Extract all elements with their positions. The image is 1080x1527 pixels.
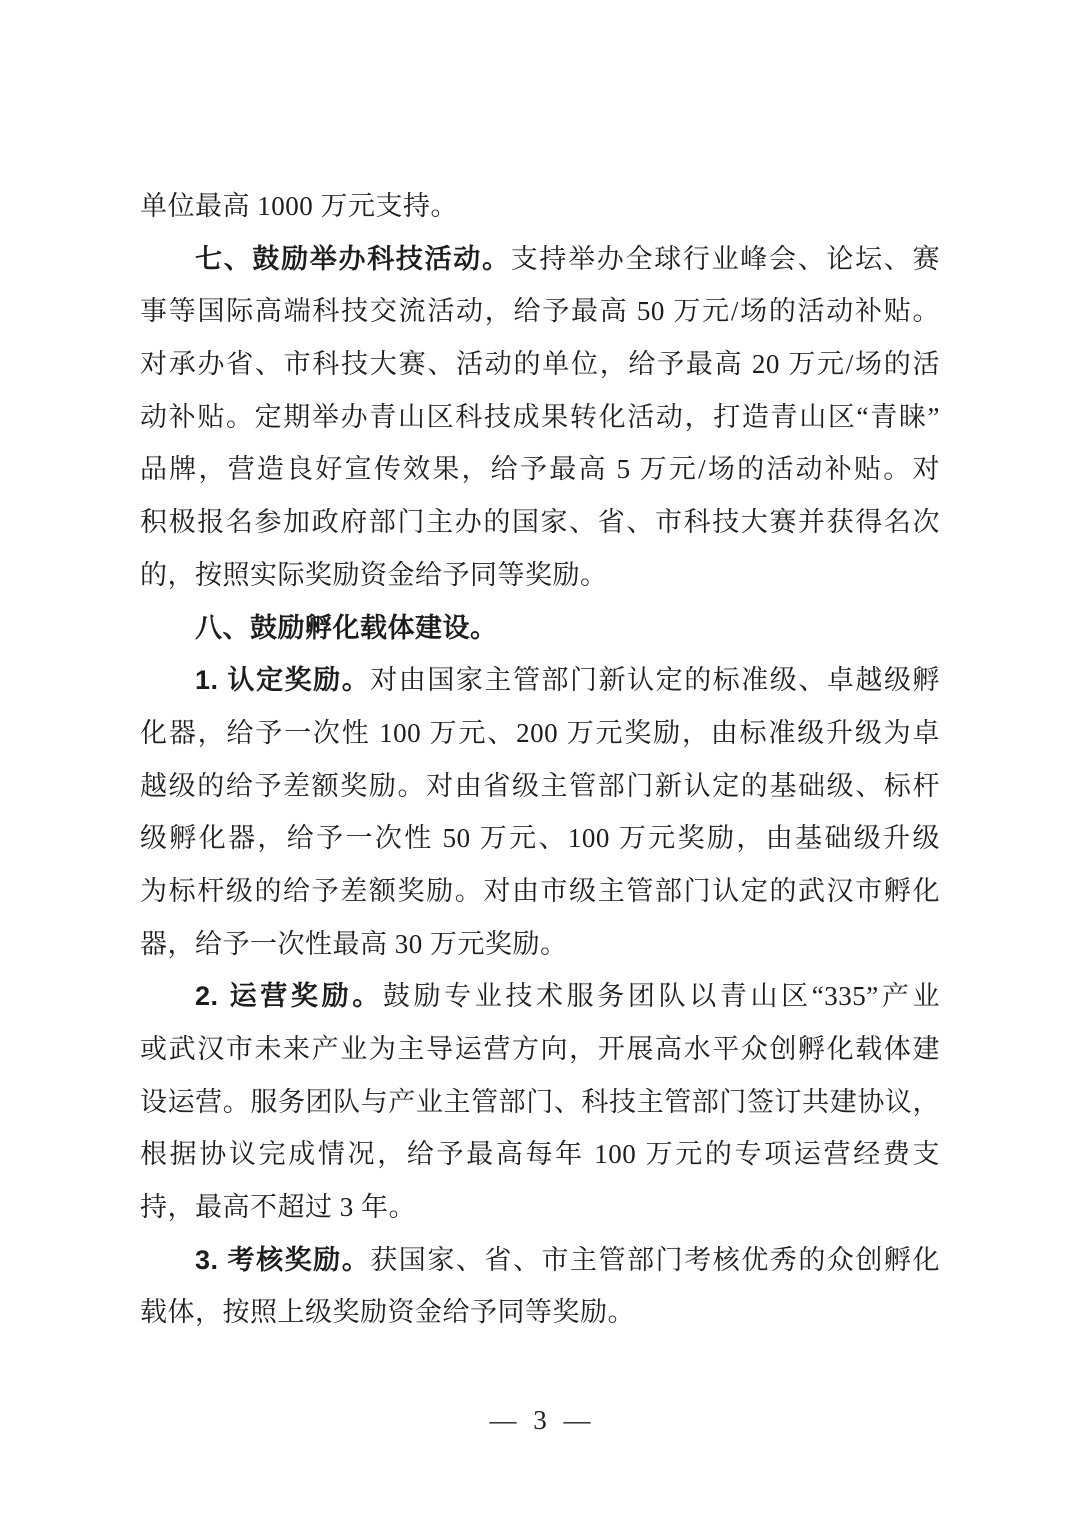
text-line — [140, 602, 940, 655]
body-text-segment: 动补贴。定期举办青山区科技成果转化活动，打造青山区“青睐” — [140, 401, 940, 432]
text-line — [140, 496, 940, 549]
body-text-segment: 为标杆级的给予差额奖励。对由市级主管部门认定的武汉市孵化 — [140, 875, 940, 906]
text-line — [140, 1286, 940, 1339]
heading-segment: 七、鼓励举办科技活动。 — [195, 243, 511, 274]
body-text-segment: 载体，按照上级奖励资金给予同等奖励。 — [140, 1297, 635, 1328]
text-line — [140, 1234, 940, 1287]
text-line — [140, 338, 940, 391]
body-text-segment: 支持举办全球行业峰会、论坛、赛 — [510, 243, 941, 274]
body-text-segment: 鼓励专业技术服务团队以青山区“335”产业 — [382, 981, 940, 1012]
text-line — [140, 812, 940, 865]
text-line — [140, 865, 940, 918]
text-line — [140, 285, 940, 338]
heading-segment: 2. 运营奖励。 — [195, 981, 383, 1012]
heading-segment: 3. 考核奖励。 — [195, 1244, 371, 1275]
page-number: — 3 — — [489, 1405, 591, 1435]
body-text-segment: 器，给予一次性最高 30 万元奖励。 — [140, 928, 568, 959]
text-line — [140, 1128, 940, 1181]
text-line — [140, 1076, 940, 1129]
text-line — [140, 180, 940, 233]
text-line — [140, 654, 940, 707]
heading-segment: 八、鼓励孵化载体建设。 — [195, 612, 498, 643]
text-line — [140, 391, 940, 444]
body-text-segment: 对由国家主管部门新认定的标准级、卓越级孵 — [370, 665, 941, 696]
heading-segment: 1. 认定奖励。 — [195, 665, 371, 696]
text-line — [140, 1181, 940, 1234]
text-line — [140, 918, 940, 971]
body-text-segment: 获国家、省、市主管部门考核优秀的众创孵化 — [370, 1244, 941, 1275]
body-text-segment: 级孵化器，给予一次性 50 万元、100 万元奖励，由基础级升级 — [140, 823, 940, 854]
body-text-segment: 根据协议完成情况，给予最高每年 100 万元的专项运营经费支 — [140, 1139, 940, 1170]
text-line — [140, 760, 940, 813]
text-line — [140, 233, 940, 286]
body-text-segment: 积极报名参加政府部门主办的国家、省、市科技大赛并获得名次 — [140, 507, 940, 538]
body-text-segment: 持，最高不超过 3 年。 — [140, 1192, 416, 1223]
body-text-segment: 事等国际高端科技交流活动，给予最高 50 万元/场的活动补贴。 — [140, 296, 940, 327]
text-line — [140, 707, 940, 760]
text-line — [140, 549, 940, 602]
text-line — [140, 443, 940, 496]
body-text-segment: 设运营。服务团队与产业主管部门、科技主管部门签订共建协议， — [140, 1086, 940, 1117]
body-text-segment: 或武汉市未来产业为主导运营方向，开展高水平众创孵化载体建 — [140, 1034, 940, 1064]
body-text-segment: 对承办省、市科技大赛、活动的单位，给予最高 20 万元/场的活 — [140, 349, 940, 380]
body-text-segment: 化器，给予一次性 100 万元、200 万元奖励，由标准级升级为卓 — [140, 717, 940, 748]
document-body — [140, 180, 940, 1339]
page-footer — [0, 1402, 1080, 1438]
body-text-segment: 单位最高 1000 万元支持。 — [140, 191, 458, 221]
text-line — [140, 1023, 940, 1076]
body-text-segment: 的，按照实际奖励资金给予同等奖励。 — [140, 559, 608, 590]
body-text-segment: 品牌，营造良好宣传效果，给予最高 5 万元/场的活动补贴。对 — [140, 454, 940, 485]
text-line — [140, 970, 940, 1023]
body-text-segment: 越级的给予差额奖励。对由省级主管部门新认定的基础级、标杆 — [140, 770, 940, 801]
